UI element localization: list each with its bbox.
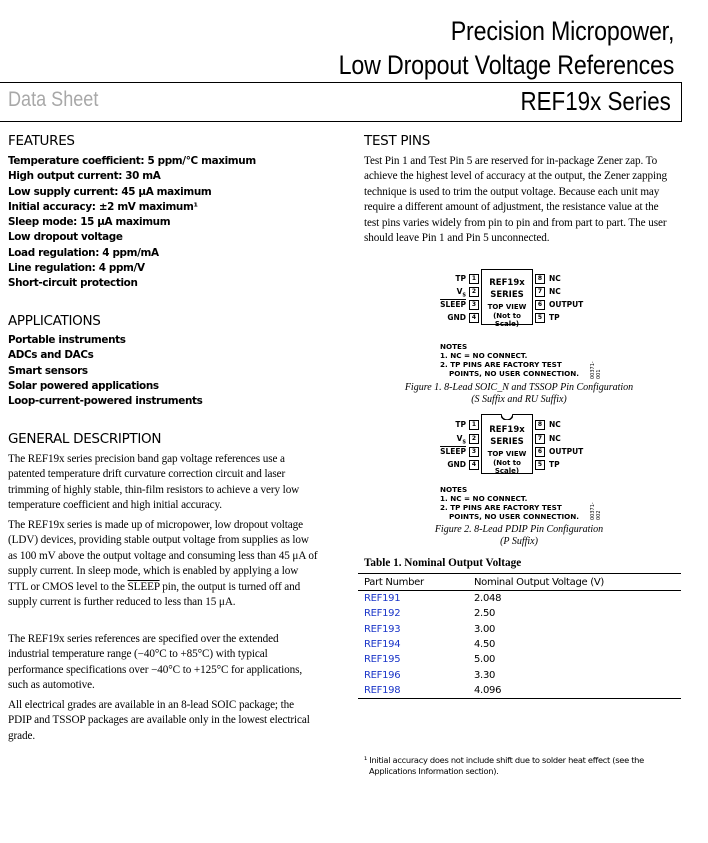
figure-2-caption: Figure 2. 8-Lead PDIP Pin Configuration (P Suffix) bbox=[434, 524, 604, 547]
applications-heading: APPLICATIONS bbox=[8, 313, 101, 329]
footnote: ¹ Initial accuracy does not include shift due to solder heat effect (see the Applications Information section). bbox=[364, 755, 644, 776]
pin-number: 6 bbox=[535, 447, 545, 457]
pin-number: 6 bbox=[535, 300, 545, 310]
pin-label-nc: NC bbox=[549, 287, 561, 296]
figure-2-pdip-pinout bbox=[436, 414, 606, 524]
figure-1-caption: Figure 1. 8-Lead SOIC_N and TSSOP Pin Configuration (S Suffix and RU Suffix) bbox=[404, 382, 634, 405]
part-link[interactable]: REF195 bbox=[364, 654, 401, 666]
pin-label-tp: TP bbox=[549, 313, 560, 322]
table-row bbox=[358, 622, 681, 637]
list-item: Temperature coefficient: 5 ppm/°C maximum bbox=[8, 155, 256, 167]
series-name: REF19x Series bbox=[520, 86, 671, 116]
pin-label-gnd: GND bbox=[447, 313, 466, 322]
voltage-cell: 4.50 bbox=[474, 639, 496, 651]
sleep-pin-name: SLEEP bbox=[127, 580, 160, 593]
figure-1-soic-pinout bbox=[436, 269, 606, 379]
data-sheet-label: Data Sheet bbox=[8, 88, 99, 111]
chip-body: REF19x SERIES TOP VIEW (Not to Scale) bbox=[481, 414, 533, 474]
pin-number: 1 bbox=[469, 274, 479, 284]
list-item: Sleep mode: 15 μA maximum bbox=[8, 216, 171, 229]
list-item: Smart sensors bbox=[8, 364, 88, 377]
list-item: Portable instruments bbox=[8, 334, 126, 346]
voltage-cell: 2.50 bbox=[474, 608, 496, 620]
list-item: ADCs and DACs bbox=[8, 349, 94, 362]
figure-notes: NOTES 1. NC = NO CONNECT. 2. TP PINS ARE FACTORY TEST POINTS, NO USER CONNECTION. bbox=[440, 342, 579, 378]
part-link[interactable]: REF198 bbox=[358, 683, 468, 699]
document-title: Precision Micropower, Low Dropout Voltage References bbox=[338, 16, 674, 80]
table-row bbox=[358, 652, 681, 667]
column-header-part: Part Number bbox=[358, 574, 468, 591]
list-item: High output current: 30 mA bbox=[8, 170, 161, 183]
test-pins-paragraph: Test Pin 1 and Test Pin 5 are reserved for in-package Zener zap. To achieve the highest level of accuracy at the output, the Zener zapping technique is used to trim the output voltage. Because each unit may require a different amount of adjustment, the resistance value at the test pins varies widely from pin to pin and from part to part. The user should leave Pin 1 and Pin 5 unconnected. bbox=[364, 155, 668, 245]
notch-icon bbox=[501, 413, 513, 420]
part-link[interactable]: REF192 bbox=[364, 608, 401, 620]
pin-number: 4 bbox=[469, 460, 479, 470]
test-pins-heading: TEST PINS bbox=[364, 133, 430, 149]
pin-label-nc: NC bbox=[549, 420, 561, 429]
voltage-cell: 5.00 bbox=[474, 654, 496, 666]
voltage-cell: 4.096 bbox=[468, 683, 681, 699]
pin-number: 1 bbox=[469, 420, 479, 430]
pin-label-vs: $V_S$ bbox=[456, 287, 466, 299]
pin-number: 5 bbox=[535, 460, 545, 470]
part-link[interactable]: REF194 bbox=[364, 639, 401, 651]
figure-notes: NOTES 1. NC = NO CONNECT. 2. TP PINS ARE FACTORY TEST POINTS, NO USER CONNECTION. bbox=[440, 485, 579, 521]
pin-number: 2 bbox=[469, 287, 479, 297]
general-paragraph-4: All electrical grades are available in an 8-lead SOIC package; the PDIP and TSSOP packages are available only in the lowest electrical grade. bbox=[8, 699, 310, 742]
pin-label-sleep: SLEEP bbox=[440, 300, 466, 309]
list-item: Loop-current-powered instruments bbox=[8, 395, 203, 408]
table-caption: Table 1. Nominal Output Voltage bbox=[364, 557, 522, 569]
pin-number: 3 bbox=[469, 300, 479, 310]
voltage-cell: 3.30 bbox=[474, 669, 496, 681]
general-description-heading: GENERAL DESCRIPTION bbox=[8, 431, 162, 447]
pin-label-vs: $V_S$ bbox=[456, 434, 466, 446]
list-item: Load regulation: 4 ppm/mA bbox=[8, 246, 159, 259]
table-row bbox=[358, 637, 681, 652]
list-item: Line regulation: 4 ppm/V bbox=[8, 262, 145, 275]
chip-body: REF19x SERIES TOP VIEW (Not to Scale) bbox=[481, 269, 533, 325]
general-paragraph-3: The REF19x series references are specified over the extended industrial temperature range (−40°C to +85°C) with typical performance specifications over −40°C to +125°C for applications, such as automotive. bbox=[8, 633, 303, 692]
pin-number: 7 bbox=[535, 287, 545, 297]
part-link[interactable]: REF193 bbox=[364, 623, 401, 635]
table-header-row bbox=[358, 574, 681, 591]
pin-label-tp: TP bbox=[455, 420, 466, 429]
column-header-voltage: Nominal Output Voltage (V) bbox=[468, 574, 681, 591]
pin-number: 2 bbox=[469, 434, 479, 444]
list-item: Low supply current: 45 μA maximum bbox=[8, 185, 212, 198]
part-link[interactable]: REF191 bbox=[364, 593, 401, 605]
pin-label-nc: NC bbox=[549, 434, 561, 443]
list-item: Initial accuracy: ±2 mV maximum¹ bbox=[8, 200, 198, 213]
pin-number: 5 bbox=[535, 313, 545, 323]
table-row bbox=[358, 683, 681, 699]
features-heading: FEATURES bbox=[8, 133, 75, 149]
pin-number: 7 bbox=[535, 434, 545, 444]
pin-number: 8 bbox=[535, 274, 545, 284]
pin-label-tp: TP bbox=[549, 460, 560, 469]
pin-label-output: OUTPUT bbox=[549, 447, 584, 456]
voltage-cell: 2.048 bbox=[474, 593, 502, 605]
list-item: Low dropout voltage bbox=[8, 231, 123, 244]
part-link[interactable]: REF196 bbox=[364, 669, 401, 681]
list-item: Solar powered applications bbox=[8, 379, 159, 392]
nominal-voltage-table bbox=[358, 573, 681, 699]
pin-label-tp: TP bbox=[455, 274, 466, 283]
table-row bbox=[358, 606, 681, 621]
pin-label-output: OUTPUT bbox=[549, 300, 584, 309]
general-paragraph-1: The REF19x series precision band gap voltage references use a patented temperature drift curvature correction circuit and laser trimming of highly stable, thin-film resistors to achieve a very low temperature coefficient and high initial accuracy. bbox=[8, 453, 300, 512]
applications-list bbox=[8, 333, 202, 409]
table-row bbox=[358, 591, 681, 607]
figure-id: 00371-001 bbox=[590, 361, 602, 379]
list-item: Short-circuit protection bbox=[8, 277, 138, 290]
pin-number: 3 bbox=[469, 447, 479, 457]
general-paragraph-2: The REF19x series is made up of micropower, low dropout voltage (LDV) devices, providing stable output voltage from supplies as low as 100 mV above the output voltage and consuming less than 45 μA of supply current. In sleep mode, which is enabled by applying a low TTL or CMOS level to the SLEEP pin, the output is turned off and supply current is further reduced to less than 15 μA. bbox=[8, 519, 318, 609]
figure-id: 00371-002 bbox=[590, 502, 602, 520]
table-row bbox=[358, 667, 681, 682]
features-list bbox=[8, 154, 256, 292]
pin-label-sleep: SLEEP bbox=[440, 447, 466, 456]
pin-label-gnd: GND bbox=[447, 460, 466, 469]
pin-number: 4 bbox=[469, 313, 479, 323]
pin-label-nc: NC bbox=[549, 274, 561, 283]
voltage-cell: 3.00 bbox=[474, 623, 496, 635]
pin-number: 8 bbox=[535, 420, 545, 430]
